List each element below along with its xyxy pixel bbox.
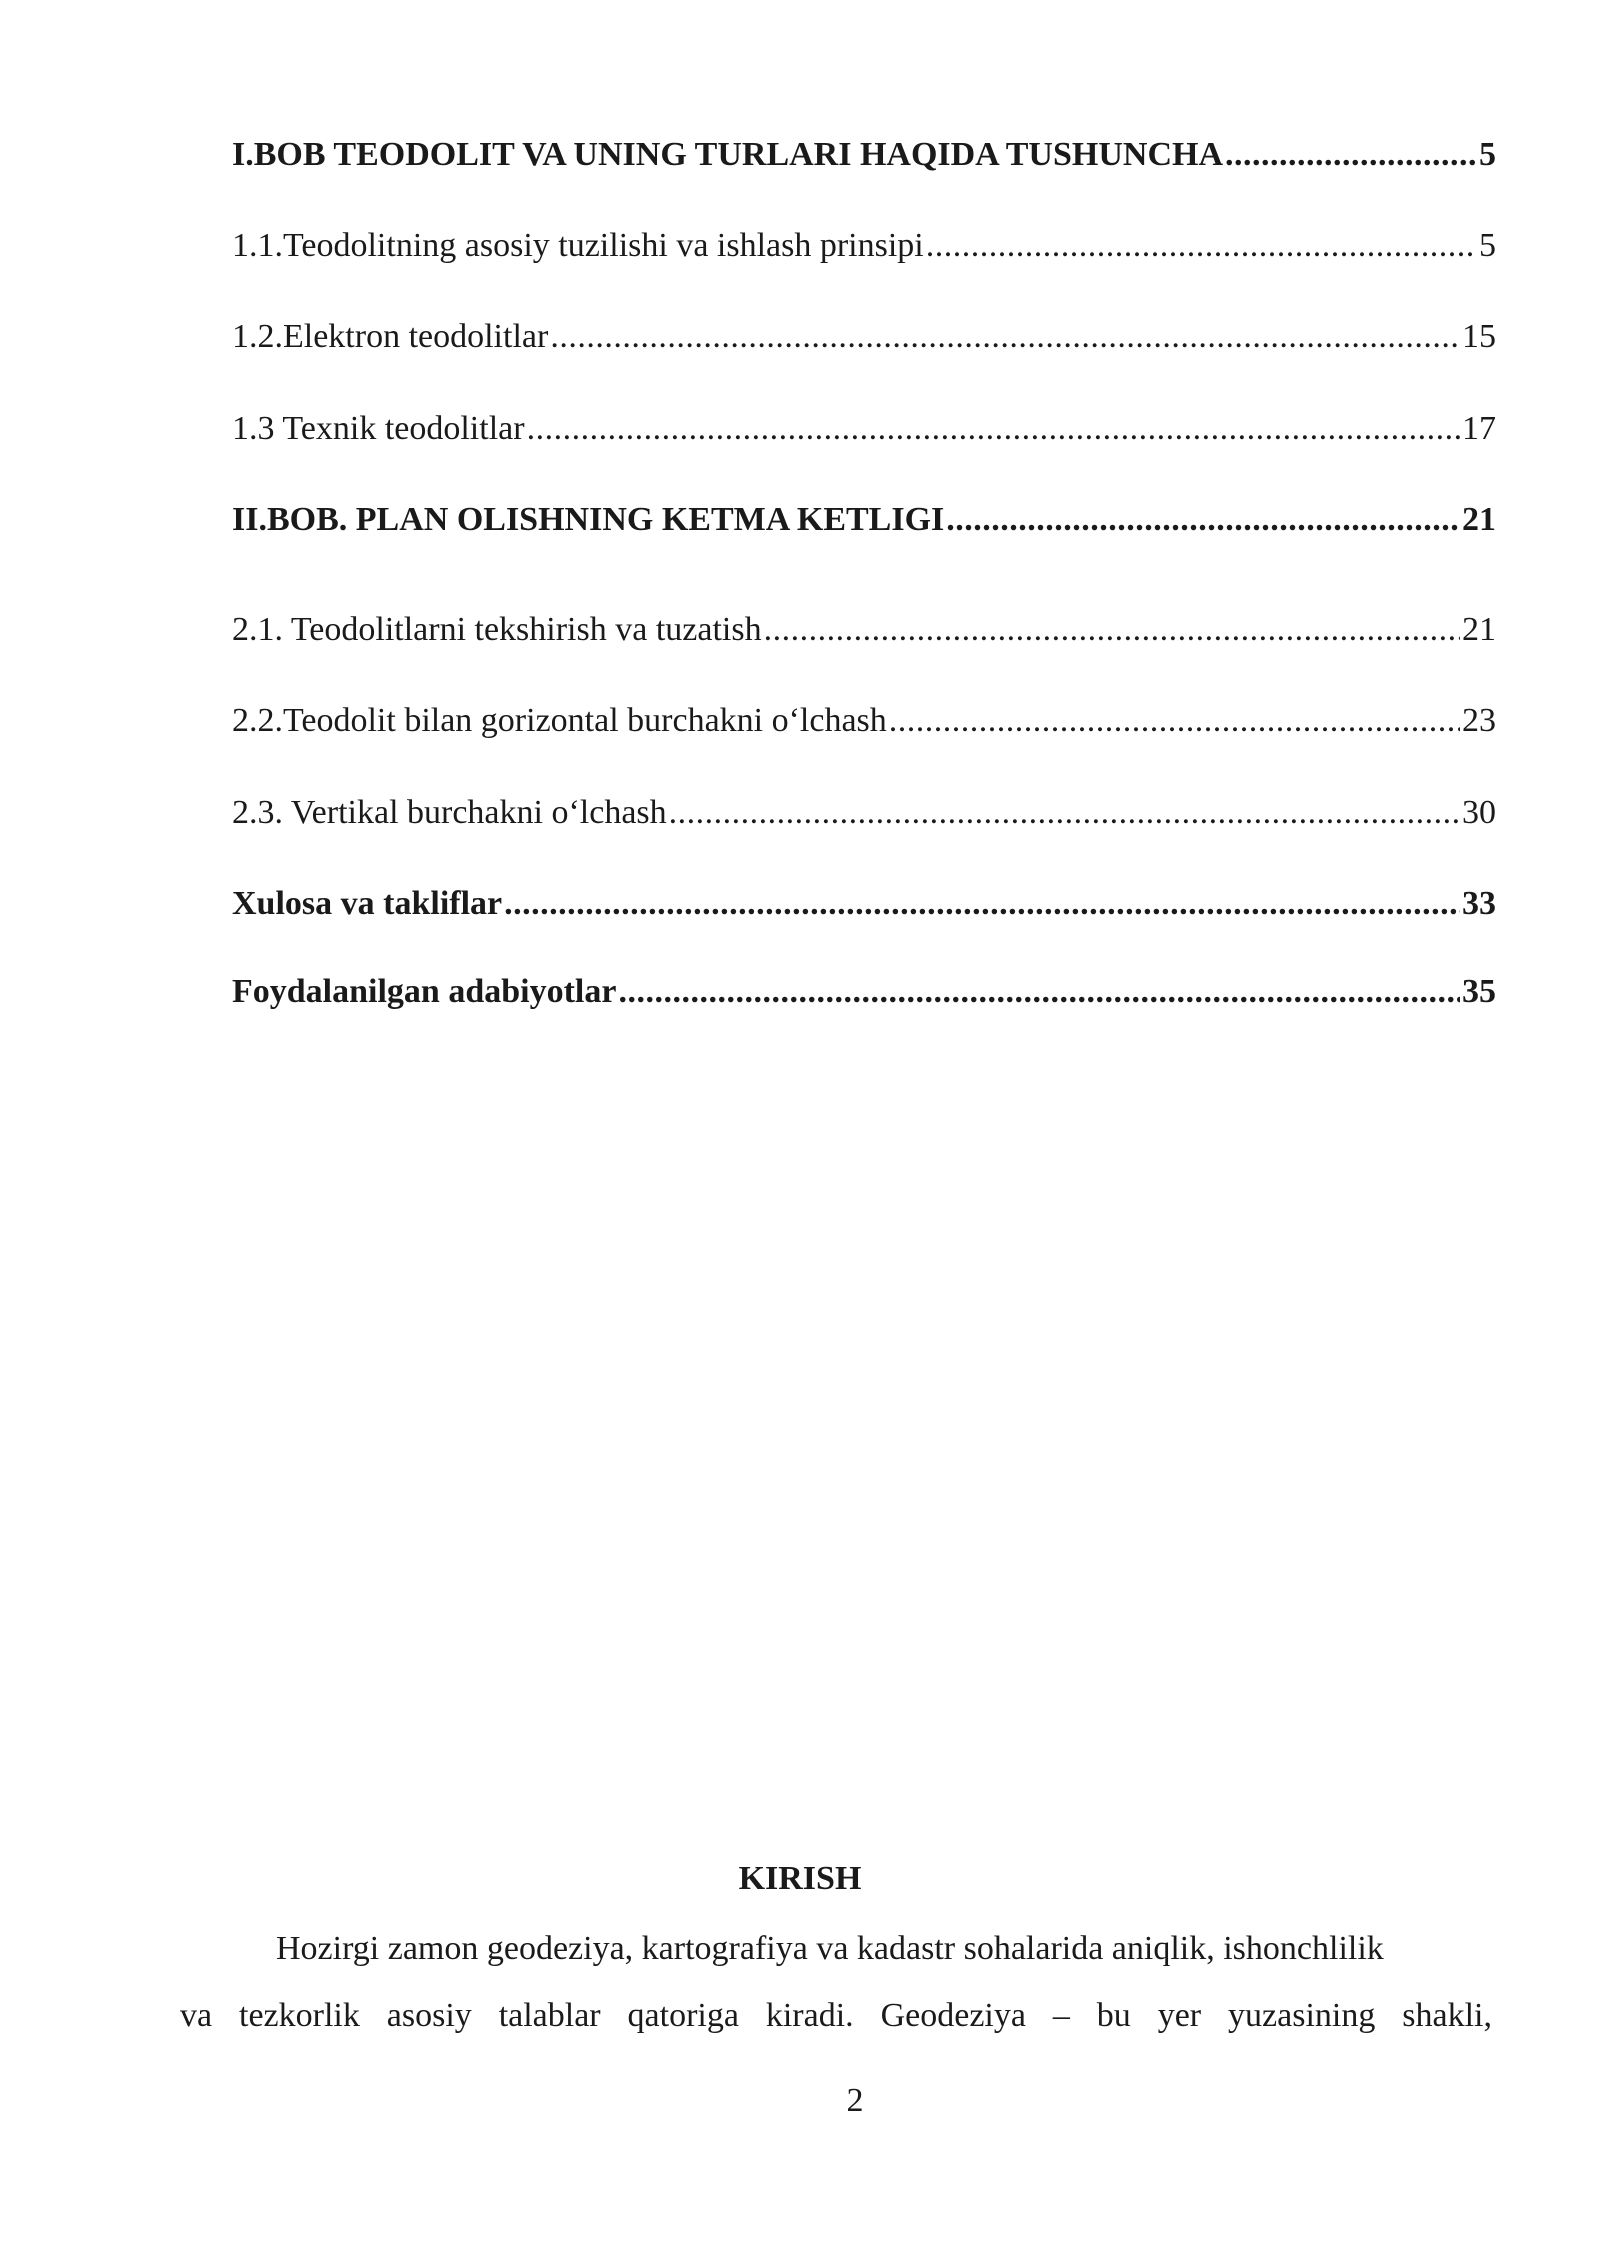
toc-entry-page: 17 xyxy=(1462,410,1496,447)
intro-paragraph-line-2: va tezkorlik asosiy talablar qatoriga kiradi. Geodeziya – bu yer yuzasining shakli, xyxy=(180,1997,1492,2034)
intro-paragraph-line-1: Hozirgi zamon geodeziya, kartografiya va kadastr sohalarida aniqlik, ishonchlilik xyxy=(276,1930,1384,1967)
toc-entry-label: Foydalanilgan adabiyotlar xyxy=(232,973,617,1010)
toc-entry-page: 30 xyxy=(1462,794,1496,831)
toc-entry-label: 2.3. Vertikal burchakni o‘lchash xyxy=(232,794,667,831)
toc-entry-label: 2.1. Teodolitlarni tekshirish va tuzatish xyxy=(232,611,762,648)
toc-entry-page: 23 xyxy=(1462,702,1496,739)
toc-dot-leader xyxy=(764,609,1460,651)
toc-dot-leader xyxy=(1225,134,1477,176)
toc-entry-label: 1.2.Elektron teodolitlar xyxy=(232,318,549,355)
toc-entry-label: II.BOB. PLAN OLISHNING KETMA KETLIGI xyxy=(232,501,945,538)
toc-entry-1-3[interactable] xyxy=(232,408,1496,450)
toc-entry-label: 1.3 Texnik teodolitlar xyxy=(232,410,525,447)
toc-entry-2-1[interactable] xyxy=(232,609,1496,651)
toc-entry-conclusions[interactable] xyxy=(232,883,1496,925)
toc-entry-label: Xulosa va takliflar xyxy=(232,885,503,922)
toc-entry-page: 5 xyxy=(1479,136,1496,173)
toc-entry-page: 35 xyxy=(1462,973,1496,1010)
toc-entry-label: I.BOB TEODOLIT VA UNING TURLARI HAQIDA TUSHUNCHA xyxy=(232,136,1223,173)
toc-dot-leader xyxy=(889,700,1460,742)
toc-entry-1-1[interactable] xyxy=(232,225,1496,267)
toc-entry-page: 33 xyxy=(1462,885,1496,922)
toc-entry-page: 21 xyxy=(1462,611,1496,648)
toc-entry-2-3[interactable] xyxy=(232,792,1496,834)
toc-dot-leader xyxy=(527,408,1460,450)
toc-entry-label: 2.2.Teodolit bilan gorizontal burchakni o‘lchash xyxy=(232,702,887,739)
toc-entry-2-2[interactable] xyxy=(232,700,1496,742)
page-number: 2 xyxy=(846,2082,864,2119)
toc-entry-1-2[interactable] xyxy=(232,316,1496,358)
toc-entry-page: 15 xyxy=(1462,318,1496,355)
toc-dot-leader xyxy=(946,499,1460,541)
toc-entry-chapter-2[interactable] xyxy=(232,499,1496,541)
toc-dot-leader xyxy=(669,792,1460,834)
toc-entry-chapter-1[interactable] xyxy=(232,134,1496,176)
toc-dot-leader xyxy=(550,316,1460,358)
toc-entry-page: 5 xyxy=(1479,227,1496,264)
toc-entry-references[interactable] xyxy=(232,971,1496,1013)
toc-dot-leader xyxy=(618,971,1460,1013)
toc-entry-label: 1.1.Teodolitning asosiy tuzilishi va ishlash prinsipi xyxy=(232,227,924,264)
toc-entry-page: 21 xyxy=(1462,501,1496,538)
toc-dot-leader xyxy=(504,883,1460,925)
toc-dot-leader xyxy=(926,225,1477,267)
section-heading-introduction: KIRISH xyxy=(738,1860,862,1897)
